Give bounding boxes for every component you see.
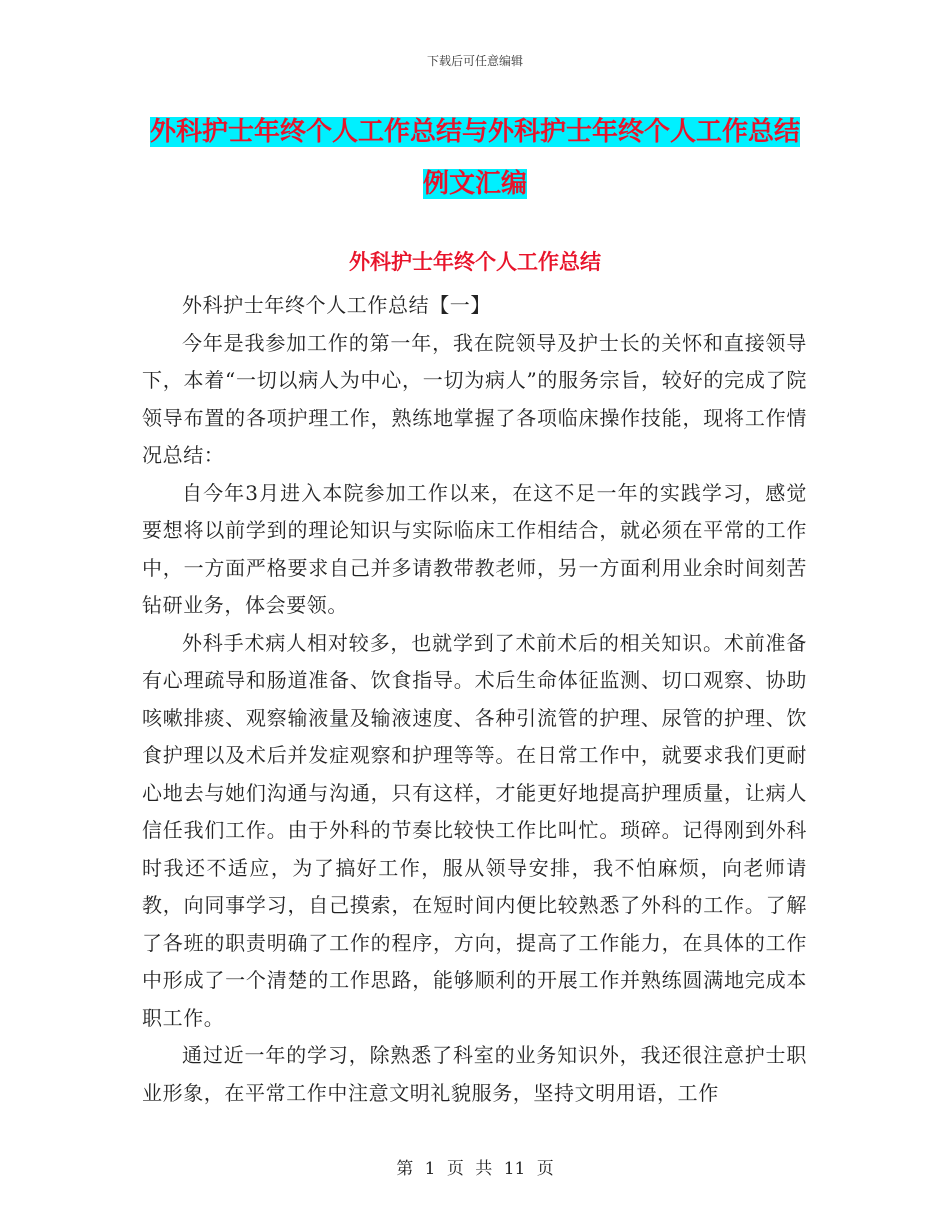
- document-title: [140, 106, 810, 210]
- header-note: 下载后可任意编辑: [426, 54, 523, 68]
- paragraph-heading: 外科护士年终个人工作总结【一】: [182, 293, 491, 317]
- document-body: [142, 287, 807, 1112]
- paragraph: 今年是我参加工作的第一年，我在院领导及护士长的关怀和直接领导下，本着“一切以病人为中心，一切为病人”的服务宗旨，较好的完成了院领导布置的各项护理工作，熟练地掌握了各项临床操作技能，现将工作情况总结：: [142, 330, 807, 467]
- page-footer: 第 1 页 共 11 页: [396, 1159, 554, 1179]
- document-title-text: 外科护士年终个人工作总结与外科护士年终个人工作总结例文汇编: [149, 117, 800, 199]
- paragraph: 外科手术病人相对较多，也就学到了术前术后的相关知识。术前准备有心理疏导和肠道准备、饮食指导。术后生命体征监测、切口观察、协助咳嗽排痰、观察输液量及输液速度、各种引流管的护理、尿管的护理、饮食护理以及术后并发症观察和护理等等。在日常工作中，就要求我们更耐心地去与她们沟通与沟通，只有这样，才能更好地提高护理质量，让病人信任我们工作。由于外科的节奏比较快工作比叫忙。琐碎。记得刚到外科时我还不适应，为了搞好工作，服从领导安排，我不怕麻烦，向老师请教，向同事学习，自己摸索，在短时间内便比较熟悉了外科的工作。了解了各班的职责明确了工作的程序，方向，提高了工作能力，在具体的工作中形成了一个清楚的工作思路，能够顺利的开展工作并熟练圆满地完成本职工作。: [142, 630, 807, 1030]
- paragraph: 通过近一年的学习，除熟悉了科室的业务知识外，我还很注意护士职业形象，在平常工作中注意文明礼貌服务，坚持文明用语，工作: [142, 1043, 807, 1105]
- paragraph: 自今年3月进入本院参加工作以来，在这不足一年的实践学习，感觉要想将以前学到的理论知识与实际临床工作相结合，就必须在平常的工作中，一方面严格要求自己并多请教带教老师，另一方面利用业余时间刻苦钻研业务，体会要领。: [142, 480, 807, 617]
- section-title: 外科护士年终个人工作总结: [349, 250, 601, 274]
